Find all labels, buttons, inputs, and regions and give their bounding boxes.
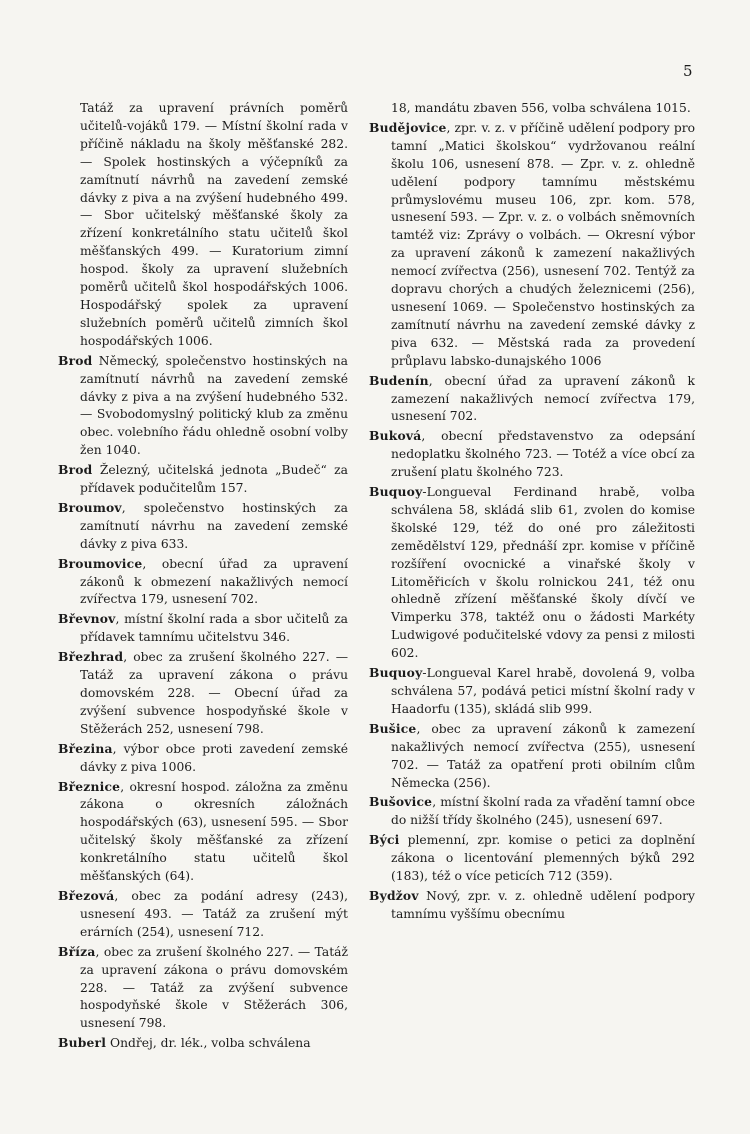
index-entry: [58, 461, 348, 498]
entry-text: , obecní úřad za upravení zákonů k zamezení nakažlivých nemocí zvířectva 179, usnesení 702.: [391, 373, 695, 424]
entry-headword: Březhrad: [58, 649, 124, 665]
index-entry: [58, 100, 348, 351]
entry-headword: Bušovice: [369, 794, 433, 810]
index-entry: [58, 555, 348, 610]
entry-text: Nový, zpr. v. z. ohledně udělení podpory tamnímu vyššímu obecnímu: [391, 888, 695, 921]
entry-text: , obec za podání adresy (243), usnesení 493. — Tatáž za zrušení mýt erárních (254), usnesení 712.: [80, 888, 348, 939]
index-entry: [369, 119, 695, 371]
index-entry: [58, 1034, 348, 1053]
page-number: 5: [683, 62, 694, 80]
index-entry: [58, 648, 348, 739]
entry-headword: Bušice: [369, 720, 417, 736]
index-entry: [369, 483, 695, 663]
entry-headword: Brod: [58, 462, 93, 478]
entry-headword: Březová: [58, 887, 115, 903]
entry-headword: Buberl: [58, 1035, 107, 1051]
entry-headword: Broumov: [58, 499, 122, 515]
index-entry: [369, 831, 695, 886]
entry-headword: Buquoy: [369, 665, 423, 681]
entry-text: Ondřej, dr. lék., volba schválena: [106, 1036, 311, 1051]
entry-headword: Buquoy: [369, 484, 423, 500]
entry-text: Železný, učitelská jednota „Budeč“ za přídavek podučitelům 157.: [80, 463, 348, 496]
index-entry: [58, 352, 348, 460]
index-column-left: [58, 100, 348, 1054]
index-entry: [58, 610, 348, 647]
entry-headword: Budějovice: [369, 119, 447, 135]
entry-text: plemenní, zpr. komise o petici za doplnění zákona o licentování plemenných býků 292 (183), též o více peticích 712 (359).: [391, 833, 695, 884]
entry-text: , obecní úřad za upravení zákonů k obmezení nakažlivých nemocí zvířectva 179, usnesení 702.: [80, 556, 348, 607]
index-entry: [58, 740, 348, 777]
entry-headword: Břevnov: [58, 611, 116, 627]
entry-headword: Bříza: [58, 943, 96, 959]
entry-headword: Broumovice: [58, 555, 143, 571]
entry-text: , obecní představenstvo za odepsání nedoplatku školného 723. — Totéž a více obcí za zrušení platu školného 723.: [391, 429, 695, 480]
entry-headword: Býci: [369, 832, 400, 848]
entry-headword: Brod: [58, 352, 93, 368]
index-entry: [369, 887, 695, 924]
entry-headword: Bydžov: [369, 887, 419, 903]
entry-text: , místní školní rada a sbor učitelů za přídavek tamnímu učitelstvu 346.: [80, 612, 348, 645]
index-entry: [369, 372, 695, 427]
index-entry: [369, 427, 695, 482]
entry-text: 18, mandátu zbaven 556, volba schválena 1015.: [391, 101, 691, 115]
entry-text: , okresní hospod. záložna za změnu zákona o okresních záložnách hospodářských (63), usnesení 595. — Sbor učitelský školy měšťanské za zřízení konkretálního statu učitelů škol měšťanských (64).: [80, 779, 348, 884]
entry-text: , obec za zrušení školného 227. — Tatáž za upravení zákona o právu domovském 228. — Obecní úřad za zvýšení subvence hospodyňské škole v Stěžerách 252, usnesení 798.: [80, 650, 348, 736]
index-entry: [58, 887, 348, 942]
entry-text: Německý, společenstvo hostinských na zamítnutí návrhů na zavedení zemské dávky z piva a na zvýšení hudebného 532. — Svobodomyslný politický klub za změnu obec. volebního řádu ohledně osobní volby žen 1040.: [80, 353, 348, 458]
entry-text: -Longueval Karel hrabě, dovolená 9, volba schválena 57, podává petici místní školní rady v Haadorfu (135), skládá slib 999.: [391, 666, 695, 716]
index-entry: [58, 499, 348, 554]
index-entry: [369, 100, 695, 118]
entry-text: , společenstvo hostinských za zamítnutí návrhu na zavedení zemské dávky z piva 633.: [80, 500, 348, 551]
index-entry: [369, 664, 695, 719]
entry-text: Tatáž za upravení právních poměrů učitelů-vojáků 179. — Místní školní rada v příčině nákladu na školy měšťanské 282. — Spolek hostinských a výčepníků za zamítnutí návrhů na zavedení zemské dávky z piva a na zvýšení hudebného 499. — Sbor učitelský měšťanské školy za zřízení konkretálního statu učitelů škol měšťanských 499. — Kuratorium zimní hospod. školy za upravení služebních poměrů učitelů škol hospodářských 1006. Hospodářský spolek za upravení služebních poměrů učitelů zimních škol hospodářských 1006.: [80, 101, 348, 348]
index-entry: [369, 793, 695, 830]
index-column-right: [369, 100, 695, 925]
entry-headword: Buková: [369, 428, 422, 444]
entry-text: , obec za zrušení školného 227. — Tatáž za upravení zákona o právu domovském 228. — Tatáž za zvýšení subvence hospodyňské škole v Stěžerách 306, usnesení 798.: [80, 944, 348, 1031]
entry-text: , výbor obce proti zavedení zemské dávky z piva 1006.: [80, 741, 348, 774]
entry-headword: Březina: [58, 740, 113, 756]
index-entry: [58, 778, 348, 886]
index-entry: [58, 943, 348, 1034]
entry-headword: Budenín: [369, 372, 429, 388]
entry-text: , místní školní rada za vřadění tamní obce do nižší třídy školného (245), usnesení 697.: [391, 795, 695, 828]
entry-text: , zpr. v. z. v příčině udělení podpory pro tamní „Matici školskou“ vydržovanou reální školu 106, usnesení 878. — Zpr. v. z. ohledně udělení podpory tamnímu městskému průmyslovému museu 106, zpr. kom. 578, usnesení 593. — Zpr. v. z. o volbách sněmovních tamtéž viz: Zprávy o volbách. — Okresní výbor za upravení zákonů k zamezení nakažlivých nemocí zvířectva (256), usnesení 702. Tentýž za dopravu chorých a chudých železnicemi (256), usnesení 1069. — Společenstvo hostinských za zamítnutí návrhu na zavedení zemské dávky z piva 632. — Městská rada za provedení průplavu labsko-dunajského 1006: [391, 120, 695, 368]
entry-text: -Longueval Ferdinand hrabě, volba schválena 58, skládá slib 61, zvolen do komise školské 129, též do oné pro záležitosti zemědělství 129, přednáší zpr. komise v příčině rozšíření ovocnické a vinařské školy v Litoměřicích v školu rolnickou 241, též onu ohledně zřízení měšťanské školy dívčí ve Vimperku 378, taktéž onu o žádosti Markéty Ludwigové podučitelské vdovy za pensi z milosti 602.: [391, 485, 695, 661]
entry-headword: Březnice: [58, 778, 121, 794]
index-entry: [369, 720, 695, 793]
entry-text: , obec za upravení zákonů k zamezení nakažlivých nemocí zvířectva (255), usnesení 702. — Tatáž za opatření proti obilním clům Německa (256).: [391, 721, 695, 790]
